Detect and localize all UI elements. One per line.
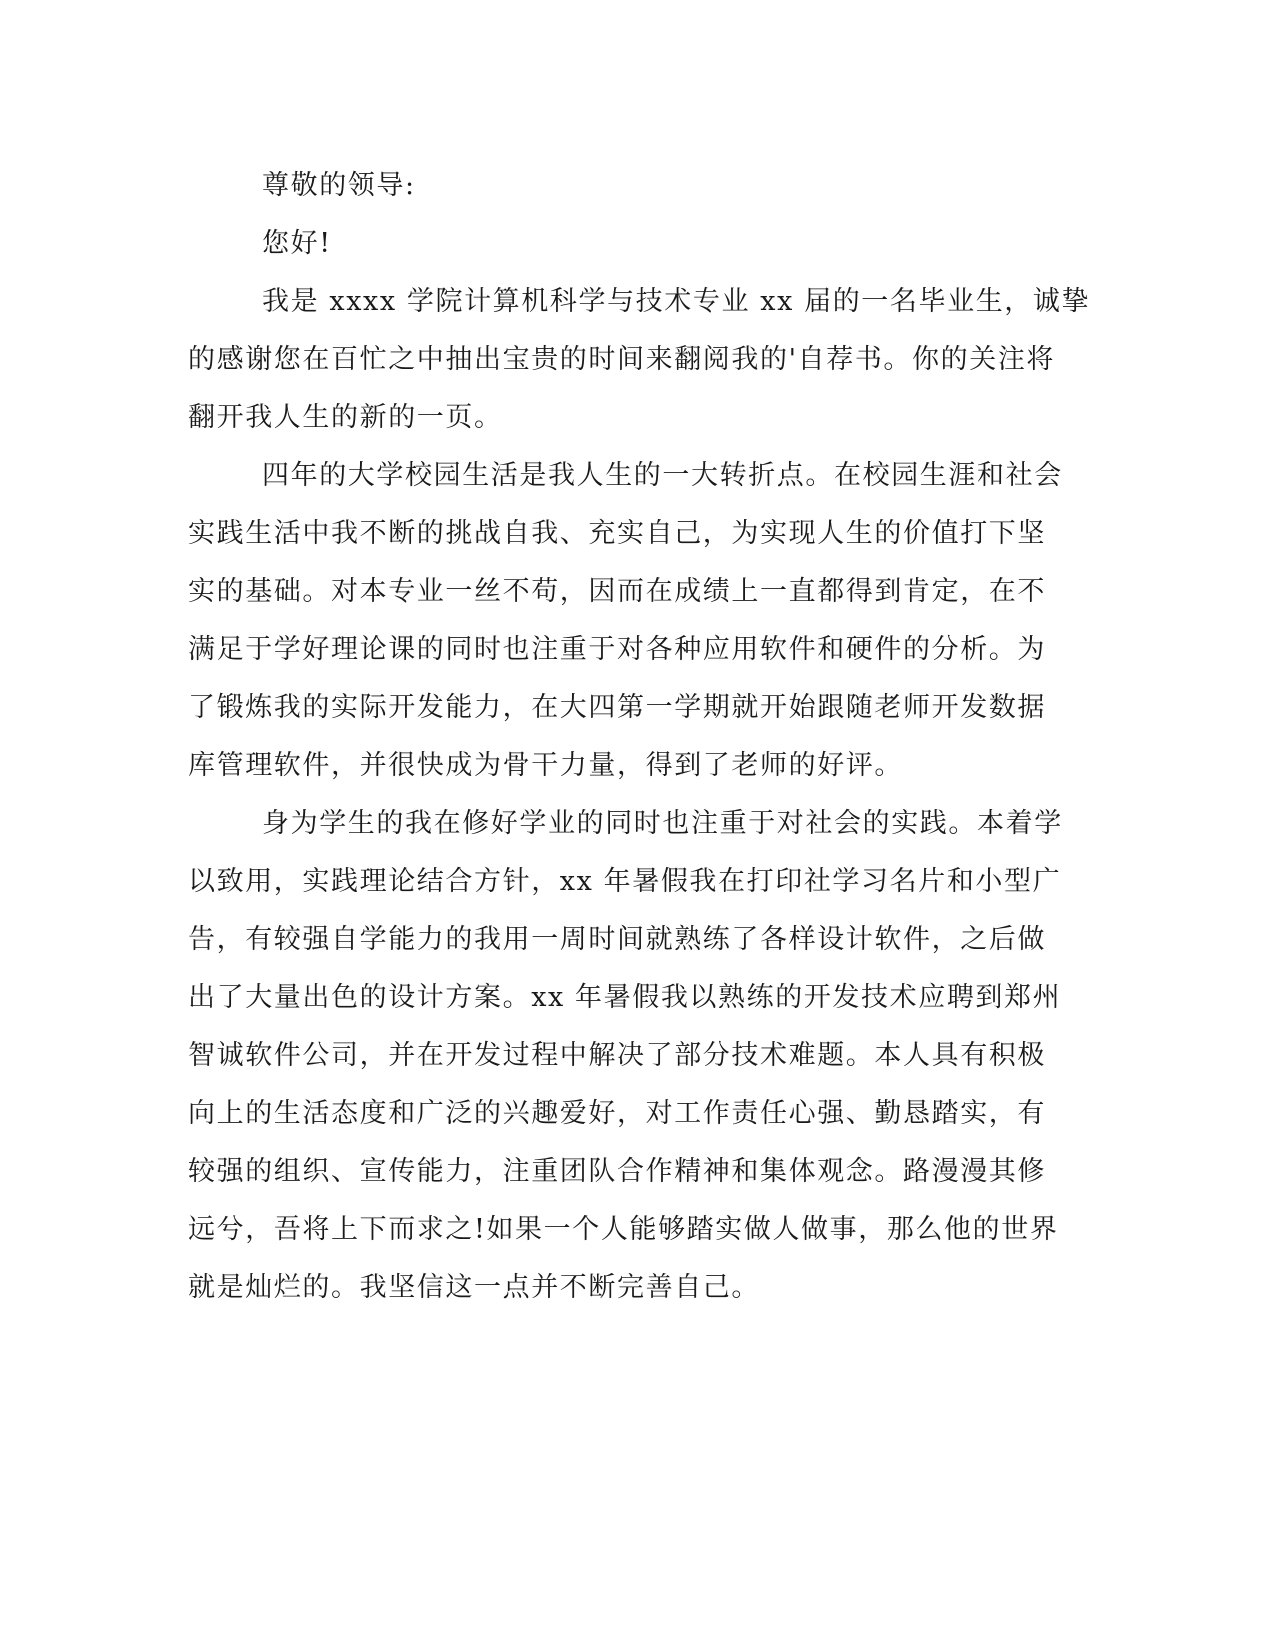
paragraph-3-line-9: 就是灿烂的。我坚信这一点并不断完善自己。 — [188, 1272, 760, 1303]
greeting: 您好! — [262, 228, 332, 259]
paragraph-3-line-7: 较强的组织、宣传能力，注重团队合作精神和集体观念。路漫漫其修 — [188, 1156, 1046, 1187]
paragraph-2-line-1: 四年的大学校园生活是我人生的一大转折点。在校园生涯和社会 — [262, 460, 1063, 491]
paragraph-1-line-1: 我是 xxxx 学院计算机科学与技术专业 xx 届的一名毕业生，诚挚 — [262, 286, 1091, 317]
paragraph-3-line-1: 身为学生的我在修好学业的同时也注重于对社会的实践。本着学 — [262, 808, 1063, 839]
paragraph-1-line-3: 翻开我人生的新的一页。 — [188, 402, 503, 433]
paragraph-3-line-4: 出了大量出色的设计方案。xx 年暑假我以熟练的开发技术应聘到郑州 — [188, 982, 1062, 1013]
paragraph-3-line-3: 告，有较强自学能力的我用一周时间就熟练了各样设计软件，之后做 — [188, 924, 1046, 955]
paragraph-2-line-2: 实践生活中我不断的挑战自我、充实自己，为实现人生的价值打下坚 — [188, 518, 1046, 549]
paragraph-3-line-6: 向上的生活态度和广泛的兴趣爱好，对工作责任心强、勤恳踏实，有 — [188, 1098, 1046, 1129]
paragraph-2-line-4: 满足于学好理论课的同时也注重于对各种应用软件和硬件的分析。为 — [188, 634, 1046, 665]
paragraph-3-line-8: 远兮，吾将上下而求之!如果一个人能够踏实做人做事，那么他的世界 — [188, 1214, 1059, 1245]
paragraph-2-line-3: 实的基础。对本专业一丝不苟，因而在成绩上一直都得到肯定，在不 — [188, 576, 1046, 607]
salutation: 尊敬的领导: — [262, 170, 416, 201]
paragraph-3-line-5: 智诚软件公司，并在开发过程中解决了部分技术难题。本人具有积极 — [188, 1040, 1046, 1071]
paragraph-2-line-5: 了锻炼我的实际开发能力，在大四第一学期就开始跟随老师开发数据 — [188, 692, 1046, 723]
paragraph-1-line-2: 的感谢您在百忙之中抽出宝贵的时间来翻阅我的'自荐书。你的关注将 — [188, 344, 1056, 375]
paragraph-3-line-2: 以致用，实践理论结合方针，xx 年暑假我在打印社学习名片和小型广 — [188, 866, 1062, 897]
paragraph-2-line-6: 库管理软件，并很快成为骨干力量，得到了老师的好评。 — [188, 750, 903, 781]
